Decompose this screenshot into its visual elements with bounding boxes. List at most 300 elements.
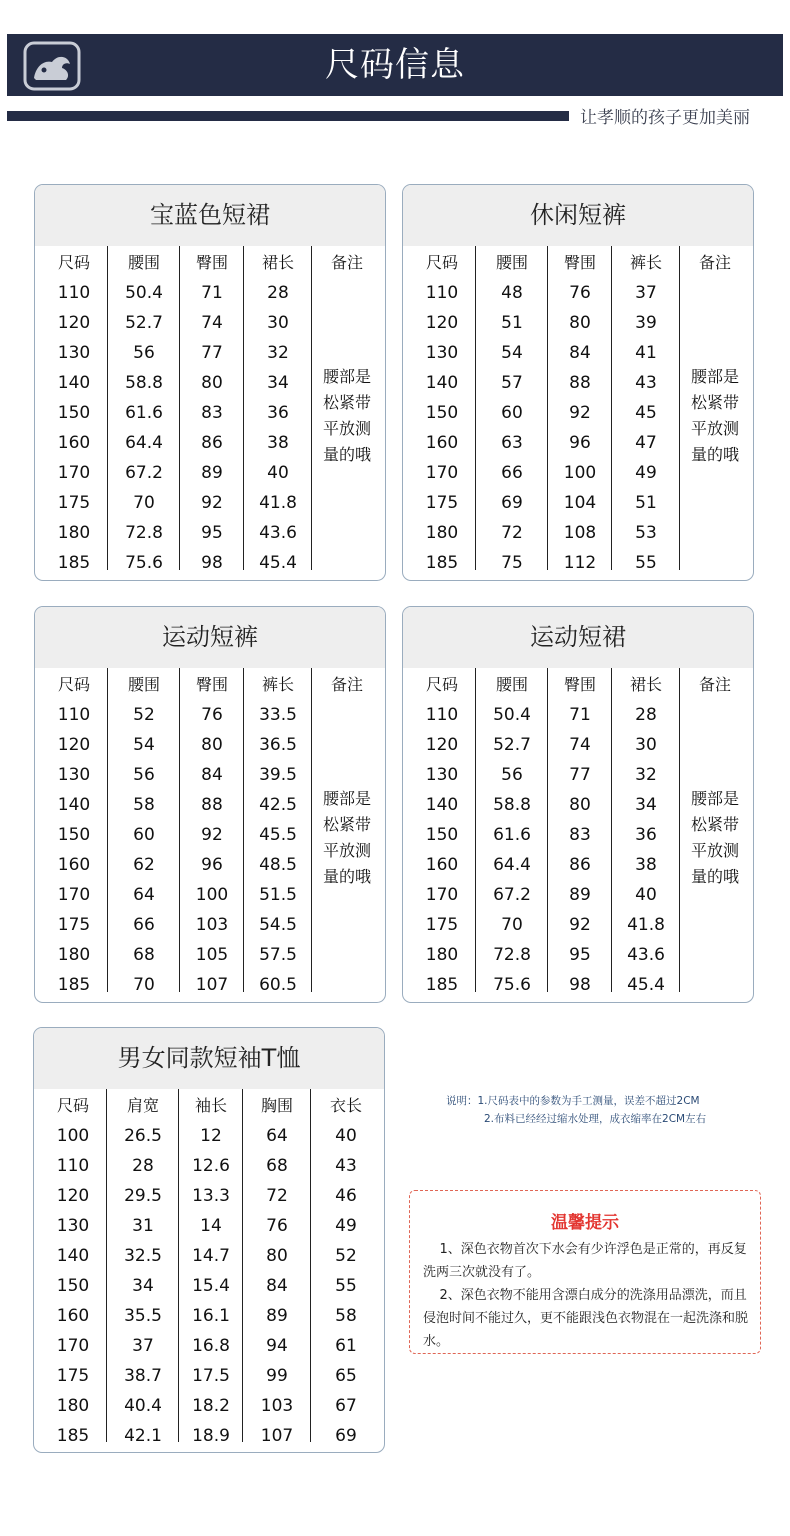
table-cell: 52 <box>335 1246 357 1266</box>
table-cell: 150 <box>425 403 459 423</box>
table-cell: 26.5 <box>124 1126 162 1146</box>
table-cell: 160 <box>57 433 91 453</box>
table-cell: 58.8 <box>493 795 531 815</box>
column-header: 备注 <box>330 253 363 272</box>
table-cell: 28 <box>267 283 289 303</box>
table-cell: 31 <box>132 1216 154 1236</box>
table-cell: 86 <box>201 433 223 453</box>
table-cell: 41.8 <box>627 915 665 935</box>
column-header: 腰围 <box>127 675 160 694</box>
column-header: 臀围 <box>195 253 228 272</box>
table-cell: 89 <box>569 885 591 905</box>
table-cell: 140 <box>57 795 91 815</box>
table-cell: 58 <box>335 1306 357 1326</box>
table-cell: 130 <box>425 765 459 785</box>
column-header: 臀围 <box>195 675 228 694</box>
table-cell: 96 <box>569 433 591 453</box>
column-header: 尺码 <box>425 253 458 272</box>
table-column <box>407 246 477 573</box>
table-cell: 12 <box>200 1126 222 1146</box>
column-header: 裙长 <box>629 675 662 694</box>
table-cell: 33.5 <box>259 705 297 725</box>
table-cell: 80 <box>201 735 223 755</box>
table-cell: 61.6 <box>493 825 531 845</box>
table-cell: 58 <box>133 795 155 815</box>
table-cell: 18.2 <box>192 1396 230 1416</box>
table-cell: 100 <box>56 1126 90 1146</box>
table-cell: 140 <box>425 795 459 815</box>
table-cell: 180 <box>56 1396 90 1416</box>
table-cell: 160 <box>56 1306 90 1326</box>
table-cell: 55 <box>335 1276 357 1296</box>
remark-line: 平放测 <box>690 419 739 438</box>
remark-line: 腰部是 <box>690 789 739 808</box>
table-cell: 16.1 <box>192 1306 230 1326</box>
table-cell: 84 <box>201 765 223 785</box>
remark-line: 平放测 <box>322 419 371 438</box>
table-column <box>243 246 312 573</box>
table-cell: 175 <box>57 493 91 513</box>
table-cell: 76 <box>569 283 591 303</box>
table-cell: 64.4 <box>125 433 163 453</box>
column-header: 腰围 <box>495 253 528 272</box>
column-header: 衣长 <box>329 1096 362 1115</box>
table-column <box>107 246 180 573</box>
remark-line: 腰部是 <box>322 789 371 808</box>
table-cell: 83 <box>569 825 591 845</box>
table-cell: 170 <box>57 463 91 483</box>
table-cell: 75.6 <box>493 975 531 995</box>
table-cell: 150 <box>56 1276 90 1296</box>
table-cell: 120 <box>425 313 459 333</box>
table-cell: 180 <box>425 523 459 543</box>
table-cell: 110 <box>425 705 459 725</box>
table-cell: 100 <box>563 463 597 483</box>
table-cell: 45.4 <box>627 975 665 995</box>
table-cell: 34 <box>132 1276 154 1296</box>
table-column <box>611 246 680 573</box>
table-cell: 103 <box>195 915 229 935</box>
table-column <box>679 668 750 992</box>
explanation-line-1: 说明：1.尺码表中的参数为手工测量，误差不超过2CM <box>446 1095 700 1107</box>
table-cell: 180 <box>57 945 91 965</box>
table-cell: 88 <box>569 373 591 393</box>
table-cell: 58.8 <box>125 373 163 393</box>
table-cell: 64 <box>266 1126 288 1146</box>
size-table-card <box>34 184 386 581</box>
table-cell: 56 <box>501 765 523 785</box>
table-cell: 43.6 <box>259 523 297 543</box>
table-cell: 48 <box>501 283 523 303</box>
table-cell: 34 <box>635 795 657 815</box>
table-cell: 66 <box>133 915 155 935</box>
table-cell: 52 <box>133 705 155 725</box>
remark-line: 量的哦 <box>322 867 371 886</box>
table-cell: 49 <box>635 463 657 483</box>
table-cell: 120 <box>56 1186 90 1206</box>
column-header: 尺码 <box>425 675 458 694</box>
column-header: 胸围 <box>260 1096 293 1115</box>
table-column <box>178 1089 243 1446</box>
table-cell: 32 <box>267 343 289 363</box>
table-cell: 77 <box>201 343 223 363</box>
table-cell: 140 <box>56 1246 90 1266</box>
table-cell: 185 <box>57 975 91 995</box>
table-cell: 14 <box>200 1216 222 1236</box>
table-cell: 56 <box>133 765 155 785</box>
table-column <box>179 246 244 573</box>
table-cell: 41.8 <box>259 493 297 513</box>
table-cell: 64.4 <box>493 855 531 875</box>
table-cell: 38 <box>267 433 289 453</box>
table-cell: 110 <box>56 1156 90 1176</box>
table-column <box>243 668 312 995</box>
table-cell: 150 <box>57 825 91 845</box>
table-cell: 107 <box>195 975 229 995</box>
column-header: 尺码 <box>56 1096 89 1115</box>
column-header: 肩宽 <box>126 1096 159 1115</box>
table-cell: 92 <box>569 403 591 423</box>
table-cell: 98 <box>201 553 223 573</box>
remark-line: 量的哦 <box>690 867 739 886</box>
column-header: 腰围 <box>495 675 528 694</box>
table-cell: 46 <box>335 1186 357 1206</box>
table-cell: 49 <box>335 1216 357 1236</box>
title-underline <box>7 111 569 121</box>
table-cell: 76 <box>201 705 223 725</box>
table-cell: 140 <box>57 373 91 393</box>
table-cell: 99 <box>266 1366 288 1386</box>
size-table <box>34 1089 384 1452</box>
table-cell: 30 <box>635 735 657 755</box>
column-header: 臀围 <box>563 253 596 272</box>
table-cell: 60.5 <box>259 975 297 995</box>
remark-line: 平放测 <box>322 841 371 860</box>
table-cell: 40 <box>335 1126 357 1146</box>
table-cell: 130 <box>57 343 91 363</box>
remark-line: 量的哦 <box>322 445 371 464</box>
table-cell: 150 <box>425 825 459 845</box>
table-cell: 86 <box>569 855 591 875</box>
table-column <box>311 246 382 570</box>
table-column <box>475 246 548 573</box>
table-cell: 107 <box>260 1426 294 1446</box>
column-header: 腰围 <box>127 253 160 272</box>
remark-note <box>680 786 750 890</box>
column-header: 裤长 <box>629 253 662 272</box>
remark-line: 量的哦 <box>690 445 739 464</box>
table-cell: 48.5 <box>259 855 297 875</box>
table-cell: 70 <box>133 493 155 513</box>
column-header: 裙长 <box>261 253 294 272</box>
table-cell: 77 <box>569 765 591 785</box>
table-cell: 37 <box>132 1336 154 1356</box>
table-column <box>407 668 477 995</box>
warm-tips-box <box>409 1190 761 1354</box>
table-cell: 175 <box>57 915 91 935</box>
table-cell: 75.6 <box>125 553 163 573</box>
table-cell: 103 <box>260 1396 294 1416</box>
table-cell: 62 <box>133 855 155 875</box>
table-cell: 56 <box>133 343 155 363</box>
table-cell: 15.4 <box>192 1276 230 1296</box>
table-cell: 41 <box>635 343 657 363</box>
table-cell: 80 <box>569 313 591 333</box>
table-cell: 55 <box>635 553 657 573</box>
table-cell: 95 <box>569 945 591 965</box>
table-cell: 43 <box>635 373 657 393</box>
table-cell: 60 <box>133 825 155 845</box>
table-cell: 74 <box>201 313 223 333</box>
table-cell: 51 <box>635 493 657 513</box>
table-cell: 130 <box>425 343 459 363</box>
table-cell: 89 <box>201 463 223 483</box>
table-cell: 45 <box>635 403 657 423</box>
table-cell: 65 <box>335 1366 357 1386</box>
remark-note <box>312 364 382 468</box>
table-column <box>38 1089 108 1446</box>
table-title: 运动短裙 <box>403 607 753 668</box>
table-cell: 130 <box>56 1216 90 1236</box>
table-cell: 84 <box>266 1276 288 1296</box>
table-cell: 66 <box>501 463 523 483</box>
table-cell: 63 <box>501 433 523 453</box>
table-cell: 80 <box>266 1246 288 1266</box>
table-cell: 72 <box>266 1186 288 1206</box>
table-cell: 54 <box>133 735 155 755</box>
table-cell: 175 <box>425 493 459 513</box>
size-table-card <box>402 606 754 1003</box>
table-cell: 18.9 <box>192 1426 230 1446</box>
table-cell: 185 <box>56 1426 90 1446</box>
table-cell: 98 <box>569 975 591 995</box>
table-cell: 185 <box>57 553 91 573</box>
column-header: 备注 <box>330 675 363 694</box>
table-cell: 110 <box>57 705 91 725</box>
tips-body: 1、深色衣物首次下水会有少许浮色是正常的，再反复洗两三次就没有了。 2、深色衣物不能用含漂白成分的洗涤用品漂洗，而且侵泡时间不能过久，更不能跟浅色衣物混在一起洗涤和脱水。 <box>423 1242 749 1349</box>
remark-line: 松紧带 <box>690 393 739 412</box>
table-cell: 175 <box>425 915 459 935</box>
table-cell: 17.5 <box>192 1366 230 1386</box>
column-header: 备注 <box>698 253 731 272</box>
table-cell: 40.4 <box>124 1396 162 1416</box>
table-cell: 30 <box>267 313 289 333</box>
table-cell: 150 <box>57 403 91 423</box>
table-cell: 47 <box>635 433 657 453</box>
table-cell: 84 <box>569 343 591 363</box>
table-cell: 38.7 <box>124 1366 162 1386</box>
table-cell: 76 <box>266 1216 288 1236</box>
explanation-line-2: 2.布料已经经过缩水处理，成衣缩率在2CM左右 <box>484 1113 707 1125</box>
table-cell: 45.4 <box>259 553 297 573</box>
table-column <box>679 246 750 570</box>
table-cell: 185 <box>425 975 459 995</box>
table-cell: 29.5 <box>124 1186 162 1206</box>
column-header: 裤长 <box>261 675 294 694</box>
table-cell: 50.4 <box>125 283 163 303</box>
table-cell: 32 <box>635 765 657 785</box>
table-cell: 45.5 <box>259 825 297 845</box>
table-column <box>475 668 548 995</box>
table-column <box>611 668 680 995</box>
table-cell: 92 <box>201 493 223 513</box>
table-cell: 28 <box>635 705 657 725</box>
table-cell: 34 <box>267 373 289 393</box>
table-cell: 120 <box>425 735 459 755</box>
table-cell: 36.5 <box>259 735 297 755</box>
table-cell: 36 <box>267 403 289 423</box>
table-cell: 64 <box>133 885 155 905</box>
table-cell: 60 <box>501 403 523 423</box>
remark-line: 腰部是 <box>322 367 371 386</box>
table-cell: 70 <box>501 915 523 935</box>
table-cell: 72 <box>501 523 523 543</box>
table-cell: 52.7 <box>493 735 531 755</box>
table-cell: 110 <box>425 283 459 303</box>
table-cell: 12.6 <box>192 1156 230 1176</box>
table-cell: 67.2 <box>493 885 531 905</box>
measurement-explanation <box>446 1092 776 1128</box>
remark-note <box>680 364 750 468</box>
table-cell: 53 <box>635 523 657 543</box>
table-cell: 61.6 <box>125 403 163 423</box>
table-cell: 37 <box>635 283 657 303</box>
table-cell: 88 <box>201 795 223 815</box>
table-cell: 170 <box>425 885 459 905</box>
table-cell: 170 <box>425 463 459 483</box>
column-header: 臀围 <box>563 675 596 694</box>
table-cell: 94 <box>266 1336 288 1356</box>
table-cell: 32.5 <box>124 1246 162 1266</box>
table-cell: 35.5 <box>124 1306 162 1326</box>
table-cell: 160 <box>425 855 459 875</box>
table-cell: 40 <box>635 885 657 905</box>
table-cell: 120 <box>57 313 91 333</box>
tips-title: 温馨提示 <box>551 1213 619 1233</box>
table-cell: 104 <box>563 493 597 513</box>
size-table <box>403 246 753 580</box>
table-column <box>39 668 109 995</box>
table-cell: 83 <box>201 403 223 423</box>
table-cell: 57 <box>501 373 523 393</box>
table-cell: 42.1 <box>124 1426 162 1446</box>
table-cell: 105 <box>195 945 229 965</box>
table-cell: 110 <box>57 283 91 303</box>
table-cell: 43.6 <box>627 945 665 965</box>
column-header: 尺码 <box>57 253 90 272</box>
table-cell: 51.5 <box>259 885 297 905</box>
remark-line: 平放测 <box>690 841 739 860</box>
table-column <box>39 246 109 573</box>
table-cell: 16.8 <box>192 1336 230 1356</box>
table-cell: 13.3 <box>192 1186 230 1206</box>
table-cell: 42.5 <box>259 795 297 815</box>
column-header: 备注 <box>698 675 731 694</box>
remark-line: 松紧带 <box>322 393 371 412</box>
table-cell: 120 <box>57 735 91 755</box>
table-cell: 70 <box>133 975 155 995</box>
remark-line: 腰部是 <box>690 367 739 386</box>
table-cell: 160 <box>425 433 459 453</box>
size-table <box>35 246 385 580</box>
table-cell: 71 <box>569 705 591 725</box>
table-cell: 140 <box>425 373 459 393</box>
table-cell: 52.7 <box>125 313 163 333</box>
slogan: 让孝顺的孩子更加美丽 <box>580 108 750 128</box>
table-title: 宝蓝色短裙 <box>35 185 385 246</box>
size-table-card <box>34 606 386 1003</box>
table-cell: 28 <box>132 1156 154 1176</box>
size-table-card <box>402 184 754 581</box>
table-cell: 170 <box>56 1336 90 1356</box>
remark-line: 松紧带 <box>690 815 739 834</box>
size-table-card <box>33 1027 385 1453</box>
table-cell: 100 <box>195 885 229 905</box>
remark-line: 松紧带 <box>322 815 371 834</box>
table-title: 男女同款短袖T恤 <box>34 1028 384 1089</box>
table-title: 运动短裤 <box>35 607 385 668</box>
table-cell: 95 <box>201 523 223 543</box>
table-cell: 108 <box>563 523 597 543</box>
table-cell: 160 <box>57 855 91 875</box>
table-column <box>310 1089 381 1446</box>
table-column <box>547 246 612 573</box>
table-cell: 43 <box>335 1156 357 1176</box>
table-cell: 185 <box>425 553 459 573</box>
table-cell: 170 <box>57 885 91 905</box>
table-cell: 67 <box>335 1396 357 1416</box>
page-title: 尺码信息 <box>325 45 465 85</box>
size-table <box>403 668 753 1002</box>
table-cell: 39 <box>635 313 657 333</box>
table-cell: 67.2 <box>125 463 163 483</box>
table-cell: 175 <box>56 1366 90 1386</box>
table-cell: 14.7 <box>192 1246 230 1266</box>
table-column <box>242 1089 311 1446</box>
table-column <box>179 668 244 995</box>
table-cell: 61 <box>335 1336 357 1356</box>
table-cell: 38 <box>635 855 657 875</box>
table-cell: 75 <box>501 553 523 573</box>
remark-note <box>312 786 382 890</box>
table-cell: 71 <box>201 283 223 303</box>
table-cell: 68 <box>133 945 155 965</box>
column-header: 尺码 <box>57 675 90 694</box>
table-cell: 51 <box>501 313 523 333</box>
table-cell: 69 <box>335 1426 357 1446</box>
table-cell: 57.5 <box>259 945 297 965</box>
table-cell: 68 <box>266 1156 288 1176</box>
table-cell: 80 <box>201 373 223 393</box>
table-cell: 39.5 <box>259 765 297 785</box>
table-cell: 69 <box>501 493 523 513</box>
table-column <box>311 668 382 992</box>
table-cell: 54 <box>501 343 523 363</box>
table-column <box>547 668 612 995</box>
table-cell: 40 <box>267 463 289 483</box>
table-column <box>107 668 180 995</box>
size-table <box>35 668 385 1002</box>
table-column <box>106 1089 179 1446</box>
table-cell: 96 <box>201 855 223 875</box>
column-header: 袖长 <box>194 1096 227 1115</box>
table-cell: 80 <box>569 795 591 815</box>
table-cell: 92 <box>201 825 223 845</box>
table-cell: 180 <box>57 523 91 543</box>
table-cell: 180 <box>425 945 459 965</box>
table-cell: 112 <box>563 553 597 573</box>
table-cell: 36 <box>635 825 657 845</box>
